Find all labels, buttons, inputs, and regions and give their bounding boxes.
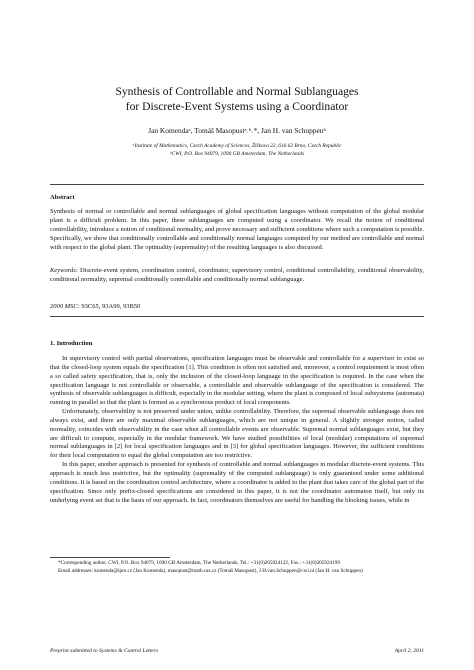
- affiliations: [50, 142, 424, 158]
- abstract-bottom-rule: [50, 316, 424, 317]
- keywords: [50, 267, 424, 285]
- author-list: Jan Komendaᵃ, Tomáš Masopustᵃ˒ᵇ˒*, Jan H. van Schuppenᵇ: [148, 126, 326, 135]
- affiliation-a: ᵃInstitute of Mathematics, Czech Academy of Sciences, Žižkova 22, 616 62 Brno, Czech Republic: [132, 143, 342, 149]
- affiliation-b: ᵇCWI, P.O. Box 94079, 1090 GB Amsterdam, The Netherlands: [170, 151, 304, 157]
- title-line-2: for Discrete-Event Systems using a Coordinator: [125, 100, 349, 113]
- msc-text: 93C65, 93A99, 93B50: [79, 303, 141, 310]
- abstract-text: Synthesis of normal or controllable and normal sublanguages of global specification languages without computation of the global modular plant is a difficult problem. In this paper, these sublanguages are computed using a coordinator. We recall the notion of conditional controllability, introduce a notion of conditional normality, and prove necessary and sufficient conditions where such a computation is possible. Specifically, we show that conditionally controllable and conditionally normal languages computed by our method are controllable and normal with respect to the global plant. The optimality (supremality) of the resulting languages is also discussed.: [50, 208, 424, 251]
- abstract-top-rule: [50, 184, 424, 185]
- title-line-1: Synthesis of Controllable and Normal Sublanguages: [115, 85, 359, 98]
- paragraph: In supervisory control with partial observations, specification languages must be observable and controllable for a supervisor to exist so that the closed-loop system equals the specification [1]. This condition is often not satisfied and, moreover, a control requirement is most often a so called safety specification, that is, only the inclusion of the closed-loop language in the specification is required. In the case when the specification language is not controllable or observable, a controllable and observable sublanguage of the specification is considered. The synthesis of observable sublanguages is difficult, especially in the modular setting, where the plant is composed of local subsystems (automata) running in parallel so that the plant is formed as a synchronous product of local components.: [50, 355, 424, 407]
- keywords-label: Keywords:: [50, 267, 78, 274]
- paragraph: In this paper, another approach is presented for synthesis of controllable and normal sublanguages in modular discrete-event systems. This approach is much less restrictive, but the optimality (supremality of the computed sublanguage) is only guaranteed under some additional conditions. It is based on the coordination control architecture, where a coordinator is added to the plant that takes care of the global part of the specification. Since only prefix-closed specifications are considered in this paper, it is not the coordinator automaton itself, but only its underlying event set that is the basis of our approach. In fact, coordinators themselves are useful for handling the blocking issues, while in: [50, 461, 424, 504]
- footnote-rule: [50, 557, 170, 558]
- section-heading: 1. Introduction: [50, 340, 93, 347]
- footer-date: April 2, 2011: [394, 648, 424, 654]
- introduction-body: [50, 355, 424, 505]
- footnote-corresponding: *Corresponding author. CWI, P.O. Box 94079, 1090 GB Amsterdam, The Netherlands, Tel.: +31(0)205924122, Fax.: +31(0)205924199: [58, 560, 340, 566]
- msc-label: 2000 MSC:: [50, 303, 80, 310]
- paragraph: Unfortunately, observability is not preserved under union, unlike controllability. Therefore, the supremal observable sublanguage does not always exist, and there are only maximal observable sublanguages, which are not unique in general. A slightly stronger notion, called normality, coincides with observability in the case when all controllable events are observable. Supremal normal sublanguages exist, but they are difficult to compute, especially in the modular framework. We have studied possibilities of local (modular) computations of supremal normal sublanguages in [2] for local specification languages and in [3] for global specification languages. However, the sufficient conditions for their local computation to equal the global computation are too restrictive.: [50, 408, 424, 460]
- footnote-emails: Email addresses: komenda@ipm.cz (Jan Komenda), masopust@math.cas.cz (Tomáš Masopust), J.H.van.Schuppen@cwi.nl (Jan H. van Schuppen): [58, 567, 363, 574]
- footnotes: [50, 560, 424, 575]
- page-footer: [50, 648, 424, 654]
- msc-codes: [50, 303, 424, 310]
- paper-title: [50, 84, 424, 114]
- abstract-heading: Abstract: [50, 194, 75, 201]
- footer-preprint-note: Preprint submitted to Systems & Control Letters: [50, 648, 159, 654]
- keywords-text: Discrete-event system, coordination control, coordinator, supervisory control, conditional controllability, conditional observability, conditional normality, supremal conditionally controllable and conditionally normal sublanguage.: [50, 267, 424, 283]
